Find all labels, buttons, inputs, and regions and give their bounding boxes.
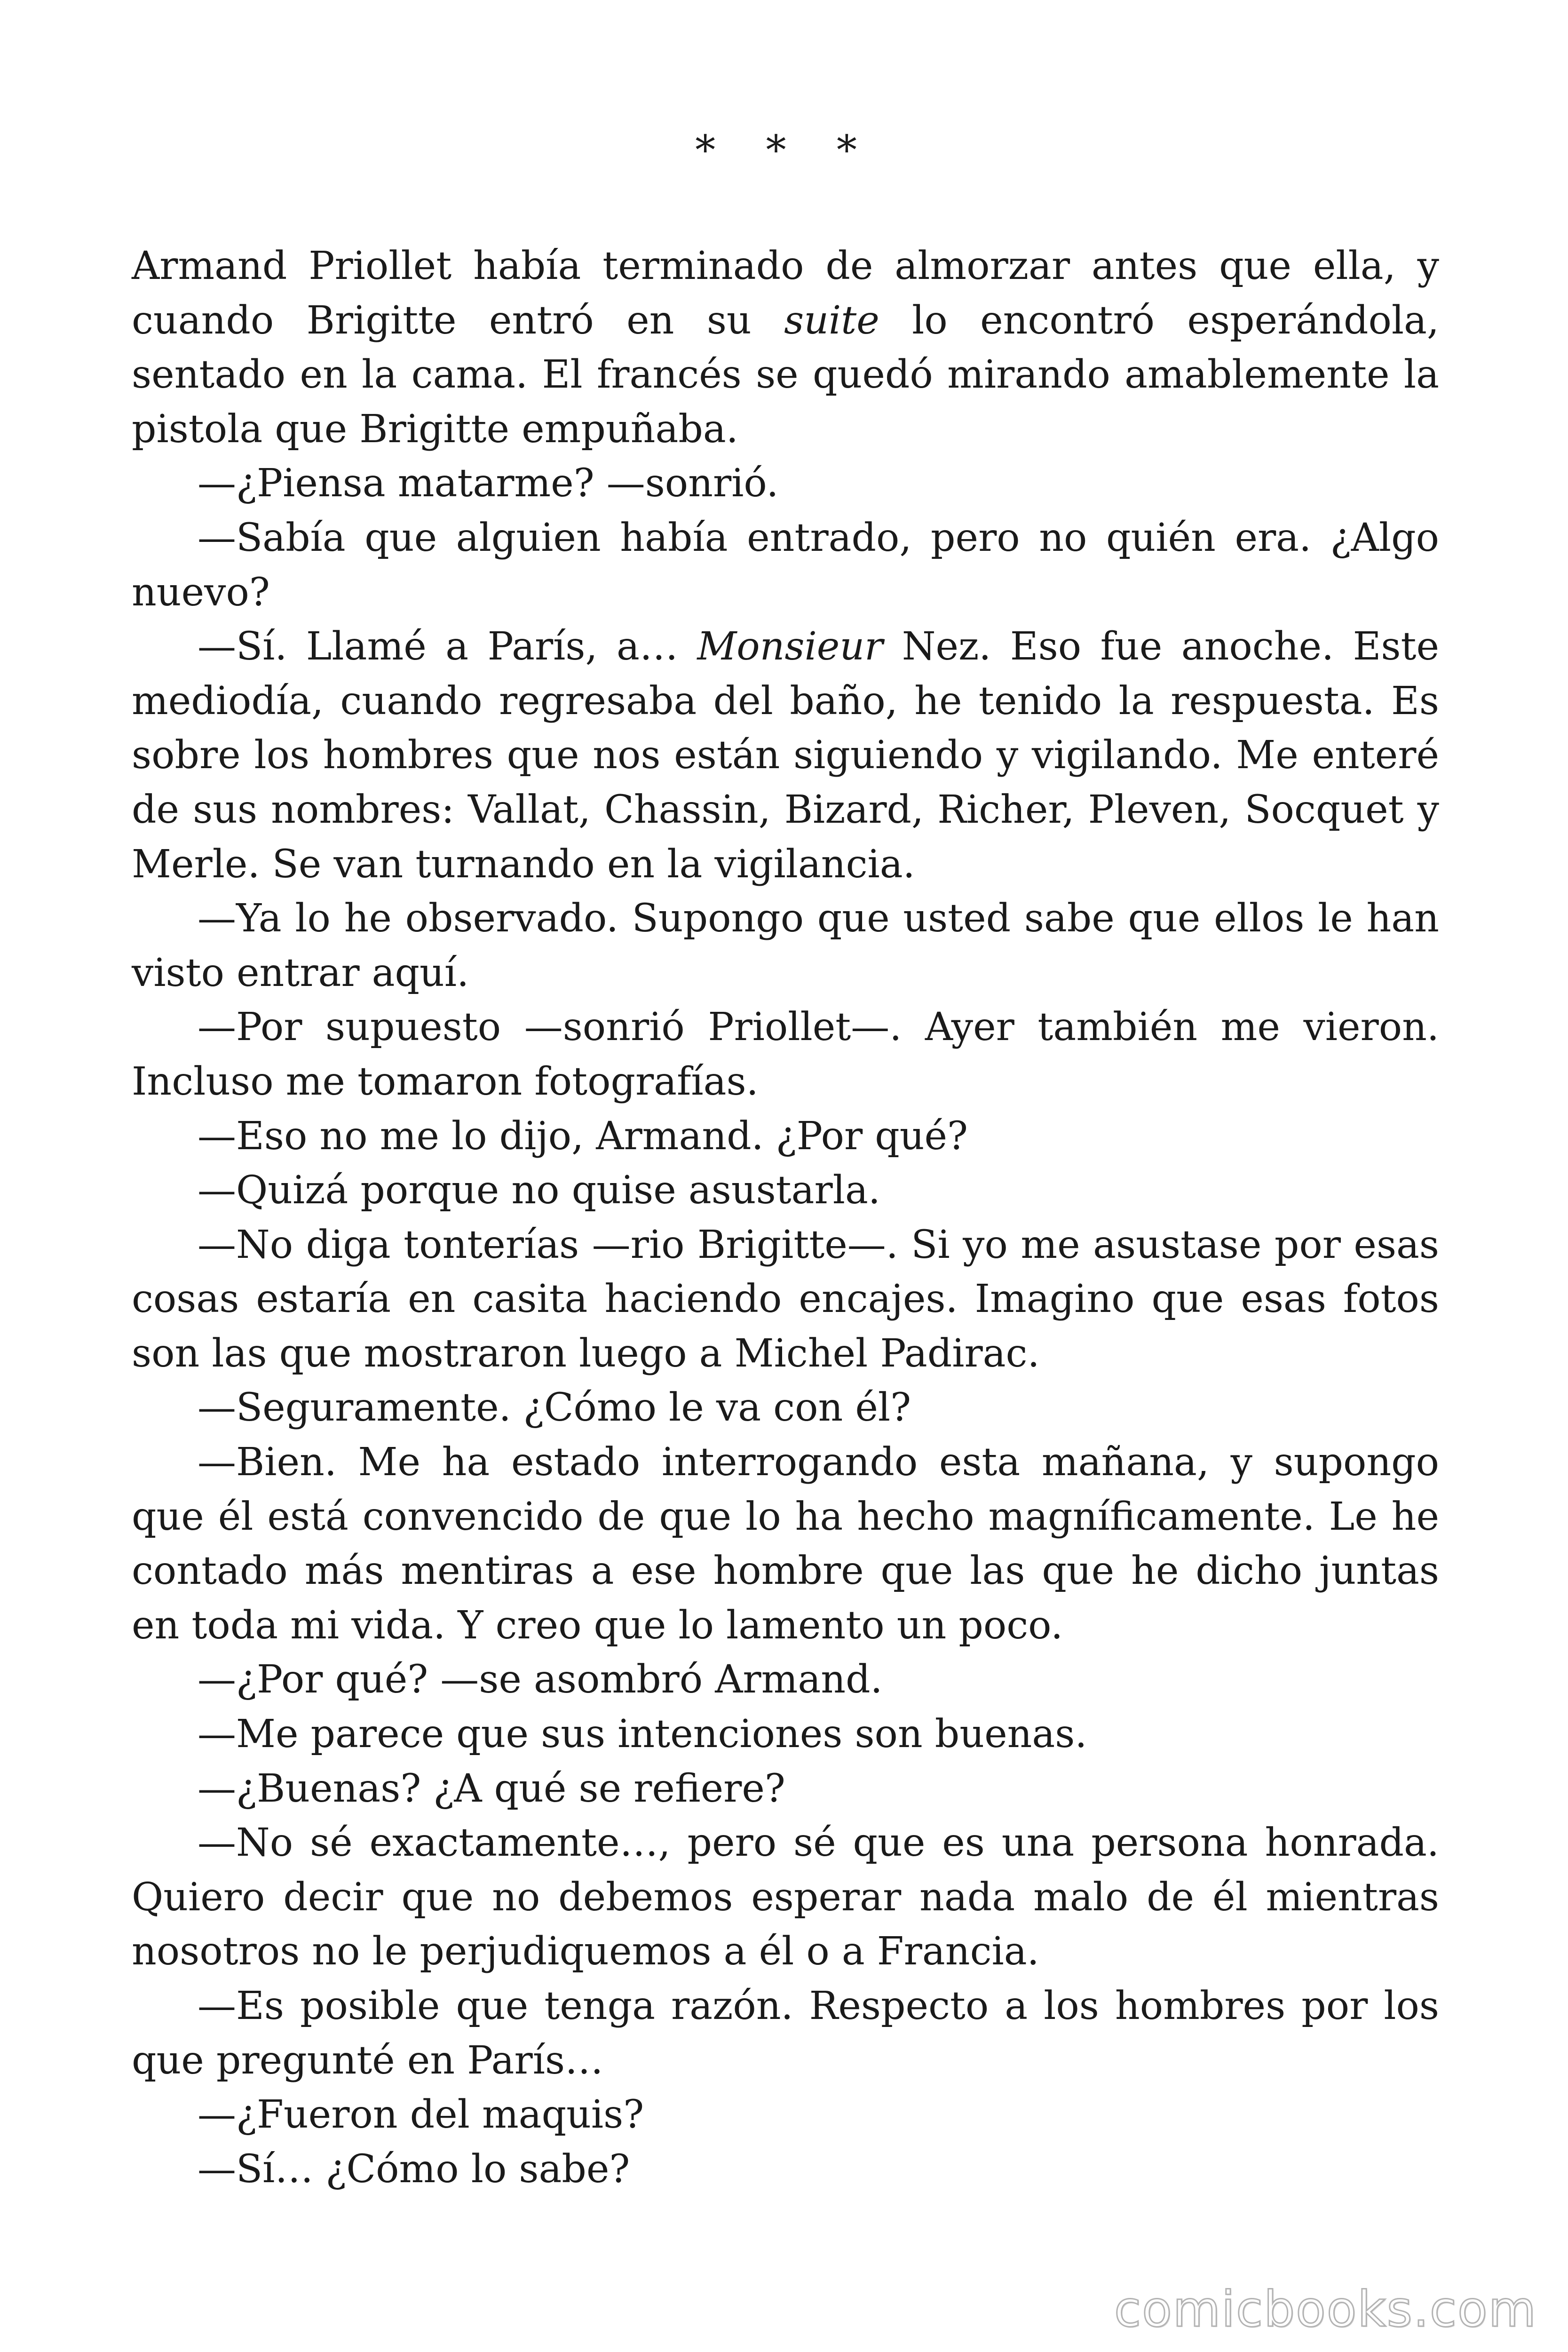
paragraph: —No sé exactamente…, pero sé que es una persona honrada. Quiero decir que no debemos esperar nada malo de él mientras nosotros no le perjudiquemos a él o a Francia. (132, 1820, 1439, 1974)
paragraph: —Quizá porque no quise asustarla. (198, 1168, 880, 1213)
body-text (132, 239, 1439, 2196)
paragraph: —Sí… ¿Cómo lo sabe? (198, 2146, 630, 2192)
paragraph: —Sí. Llamé a París, a… Monsieur Nez. Eso fue anoche. Este mediodía, cuando regresaba del baño, he tenido la respuesta. Es sobre los hombres que nos están siguiendo y vigilando. Me enteré de sus nombres: Vallat, Chassin, Bizard, Richer, Pleven, Socquet y Merle. Se van turnando en la vigilancia. (132, 624, 1439, 887)
italic-word: Monsieur (697, 624, 883, 669)
paragraph: —Me parece que sus intenciones son buenas. (198, 1712, 1087, 1757)
italic-word: suite (784, 298, 879, 343)
paragraph: —Seguramente. ¿Cómo le va con él? (198, 1385, 911, 1430)
paragraph: —¿Fueron del maquis? (198, 2092, 644, 2137)
paragraph: —Eso no me lo dijo, Armand. ¿Por qué? (198, 1113, 968, 1159)
watermark-logo: comicbooks.com (1114, 2280, 1537, 2338)
paragraph: —Sabía que alguien había entrado, pero no quién era. ¿Algo nuevo? (132, 515, 1439, 615)
paragraph: —No diga tonterías —rio Brigitte—. Si yo me asustase por esas cosas estaría en casita haciendo encajes. Imagino que esas fotos son las que mostraron luego a Michel Padirac. (132, 1222, 1439, 1376)
paragraph: Armand Priollet había terminado de almorzar antes que ella, y cuando Brigitte entró en su suite lo encontró esperándola, sentado en la cama. El francés se quedó mirando amablemente la pistola que Brigitte empuñaba. (132, 244, 1439, 452)
section-separator: * * * (695, 127, 876, 174)
paragraph: —¿Piensa matarme? —sonrió. (198, 461, 779, 506)
paragraph: —Es posible que tenga razón. Respecto a los hombres por los que pregunté en París… (132, 1984, 1439, 2083)
paragraph: —¿Por qué? —se asombró Armand. (198, 1657, 883, 1702)
paragraph: —Ya lo he observado. Supongo que usted sabe que ellos le han visto entrar aquí. (132, 896, 1439, 995)
book-page (132, 0, 1439, 2352)
paragraph: —¿Buenas? ¿A qué se refiere? (198, 1766, 785, 1811)
paragraph: —Por supuesto —sonrió Priollet—. Ayer también me vieron. Incluso me tomaron fotografías. (132, 1005, 1439, 1104)
paragraph: —Bien. Me ha estado interrogando esta mañana, y supongo que él está convencido de que lo ha hecho magníficamente. Le he contado más mentiras a ese hombre que las que he dicho juntas en toda mi vida. Y creo que lo lamento un poco. (132, 1440, 1439, 1648)
